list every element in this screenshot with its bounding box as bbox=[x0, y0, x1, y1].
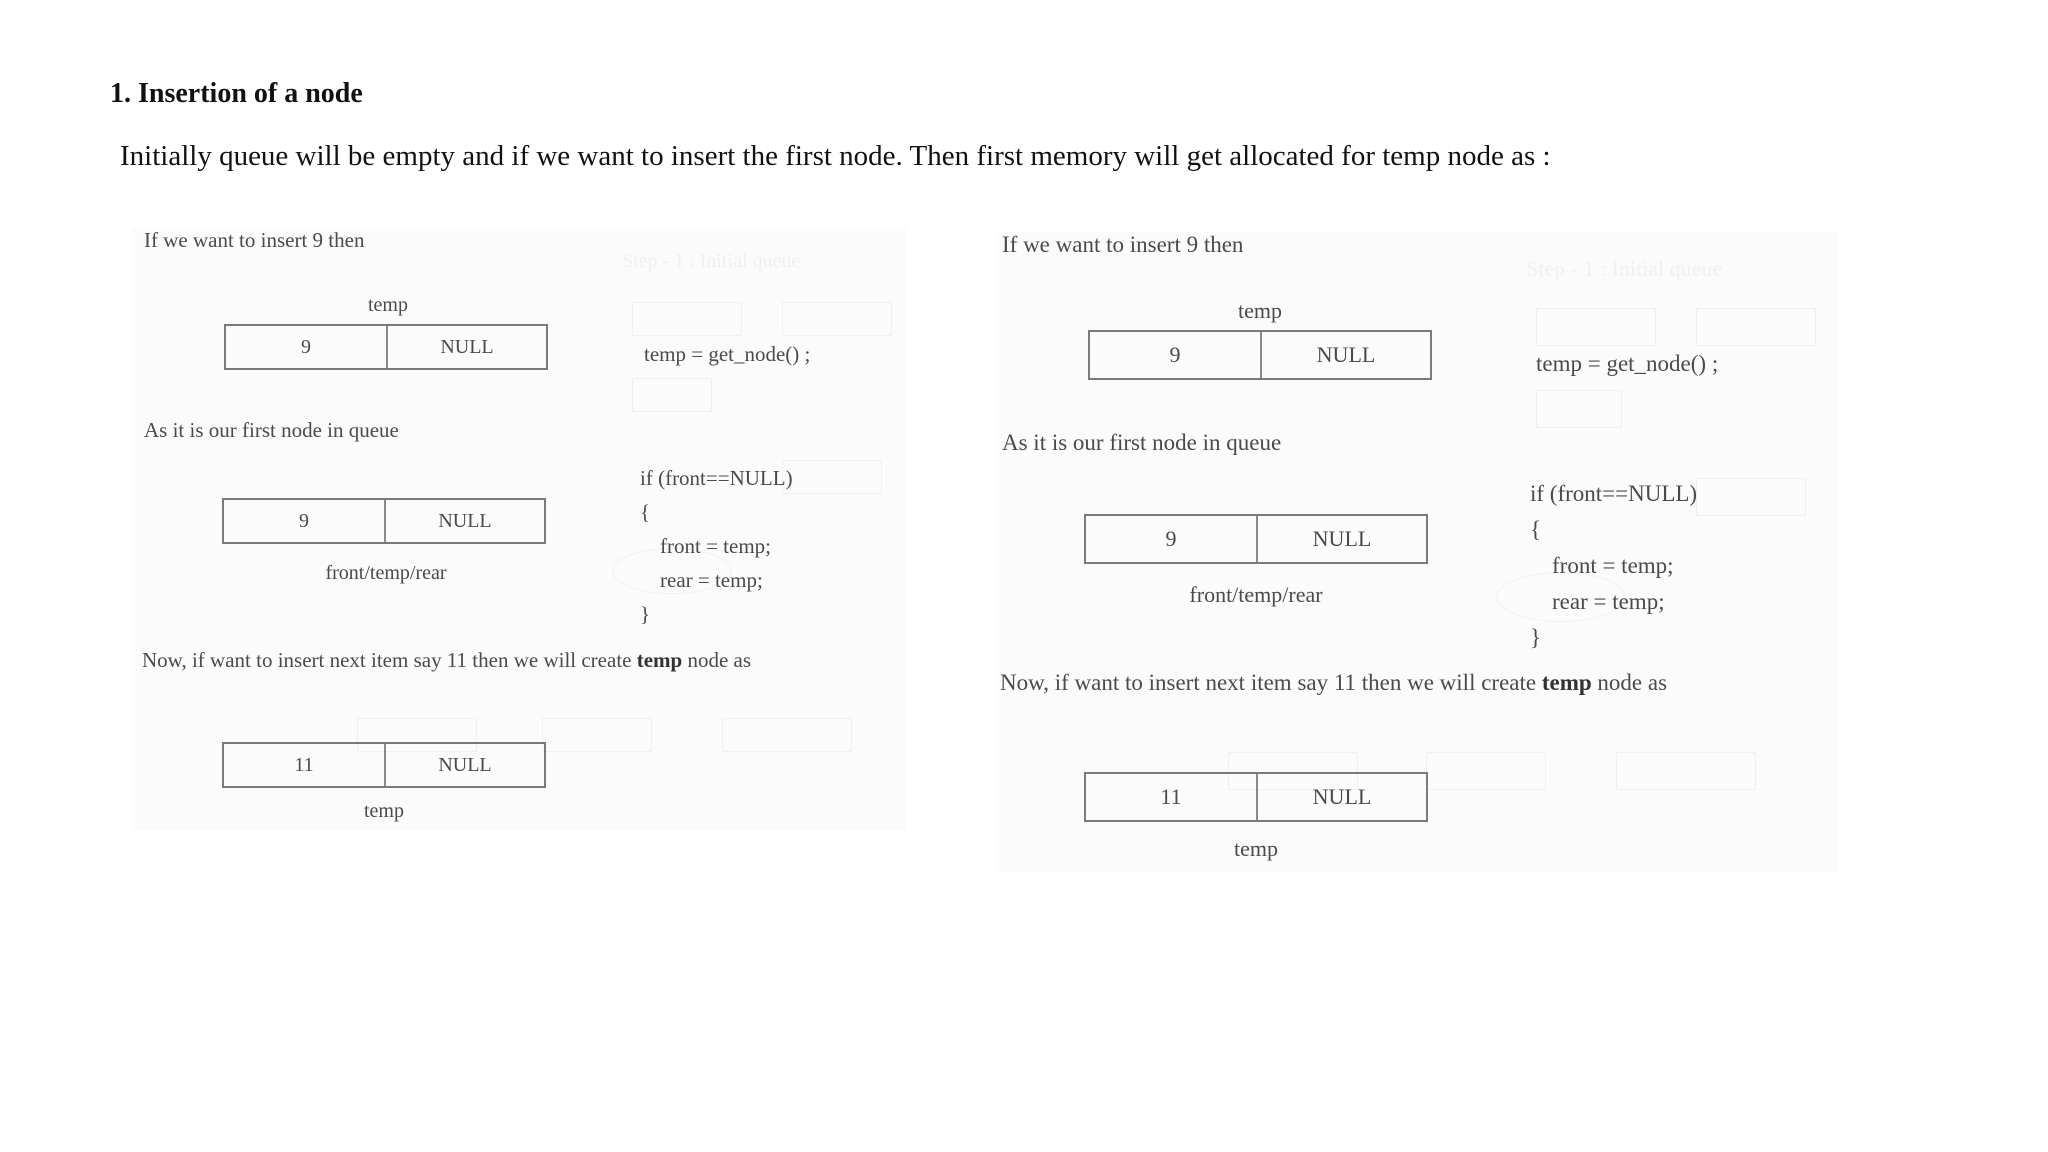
front-temp-rear-label: front/temp/rear bbox=[325, 562, 447, 584]
node3-data-cell: 11 bbox=[224, 744, 386, 786]
step3-bold: temp bbox=[636, 648, 683, 672]
code-front: front = temp; bbox=[660, 534, 771, 558]
step2-text-right: As it is our first node in queue bbox=[1002, 430, 1282, 455]
node3-temp-label-right: temp bbox=[1234, 836, 1278, 861]
section-heading: 1. Insertion of a node bbox=[110, 78, 363, 109]
code-front-right: front = temp; bbox=[1552, 553, 1674, 578]
code-if-right: if (front==NULL) bbox=[1530, 481, 1698, 506]
front-temp-rear-label-right: front/temp/rear bbox=[1189, 582, 1323, 607]
node1-temp-label: temp bbox=[368, 294, 408, 316]
step3-suffix: node as bbox=[687, 648, 752, 672]
code-close-brace: } bbox=[640, 602, 651, 626]
step2-text: As it is our first node in queue bbox=[144, 418, 399, 442]
node3-box-right bbox=[1084, 772, 1428, 822]
node2-next-cell: NULL bbox=[438, 509, 492, 532]
figure-left: Step - 1 : Initial queue If we want to insert 9 then temp 9 NULL temp = get_node() ; As it is our first node in queue 9 NULL front/temp/rear if (front==NULL) { front = temp; rear = temp; } Now, if want to insert next item say 11 then we will create temp node as 11 NULL temp bbox=[132, 228, 906, 830]
node1-data-cell-right: 9 bbox=[1090, 332, 1262, 378]
node1-next-cell-right: NULL bbox=[1316, 342, 1376, 367]
node2-box-right bbox=[1084, 514, 1428, 564]
step1-text: If we want to insert 9 then bbox=[144, 228, 365, 252]
figure-right: Step - 1 : Initial queue If we want to insert 9 then temp 9 NULL temp = get_node() ; As it is our first node in queue 9 NULL front/temp/rear if (front==NULL) { front = temp; rear = temp; } Now, if want to insert next item say 11 then we will create temp node as 11 NULL temp bbox=[996, 232, 1838, 872]
node1-temp-label-right: temp bbox=[1238, 298, 1282, 323]
step3-text-right bbox=[1000, 670, 1667, 696]
code-rear: rear = temp; bbox=[660, 568, 763, 592]
node2-next-cell-right: NULL bbox=[1312, 526, 1372, 551]
step3-text bbox=[142, 648, 751, 673]
node2-data-cell: 9 bbox=[224, 500, 386, 542]
step3-prefix-right: Now, if want to insert next item say 11 then we will create bbox=[1000, 670, 1537, 695]
code-open-brace: { bbox=[640, 500, 651, 524]
node2-data-cell-right: 9 bbox=[1086, 516, 1258, 562]
node3-box bbox=[222, 742, 546, 788]
node3-temp-label: temp bbox=[364, 800, 404, 822]
step3-prefix: Now, if want to insert next item say 11 then we will create bbox=[142, 648, 632, 672]
code-rear-right: rear = temp; bbox=[1552, 589, 1665, 614]
node3-next-cell-right: NULL bbox=[1312, 784, 1372, 809]
node3-next-cell: NULL bbox=[438, 753, 492, 776]
node1-data-cell: 9 bbox=[226, 326, 388, 368]
node1-box bbox=[224, 324, 548, 370]
step3-suffix-right: node as bbox=[1597, 670, 1668, 695]
step1-text-right: If we want to insert 9 then bbox=[1002, 232, 1244, 257]
node1-next-cell: NULL bbox=[440, 335, 494, 358]
code-open-brace-right: { bbox=[1530, 517, 1542, 542]
code-get-node-right: temp = get_node() ; bbox=[1536, 351, 1719, 376]
step3-bold-right: temp bbox=[1541, 670, 1592, 695]
node2-box bbox=[222, 498, 546, 544]
node1-box-right bbox=[1088, 330, 1432, 380]
node3-data-cell-right: 11 bbox=[1086, 774, 1258, 820]
intro-paragraph: Initially queue will be empty and if we want to insert the first node. Then first memory will get allocated for temp node as : bbox=[120, 140, 1551, 172]
code-get-node: temp = get_node() ; bbox=[644, 342, 811, 366]
code-close-brace-right: } bbox=[1530, 625, 1542, 650]
code-if: if (front==NULL) bbox=[640, 466, 793, 490]
